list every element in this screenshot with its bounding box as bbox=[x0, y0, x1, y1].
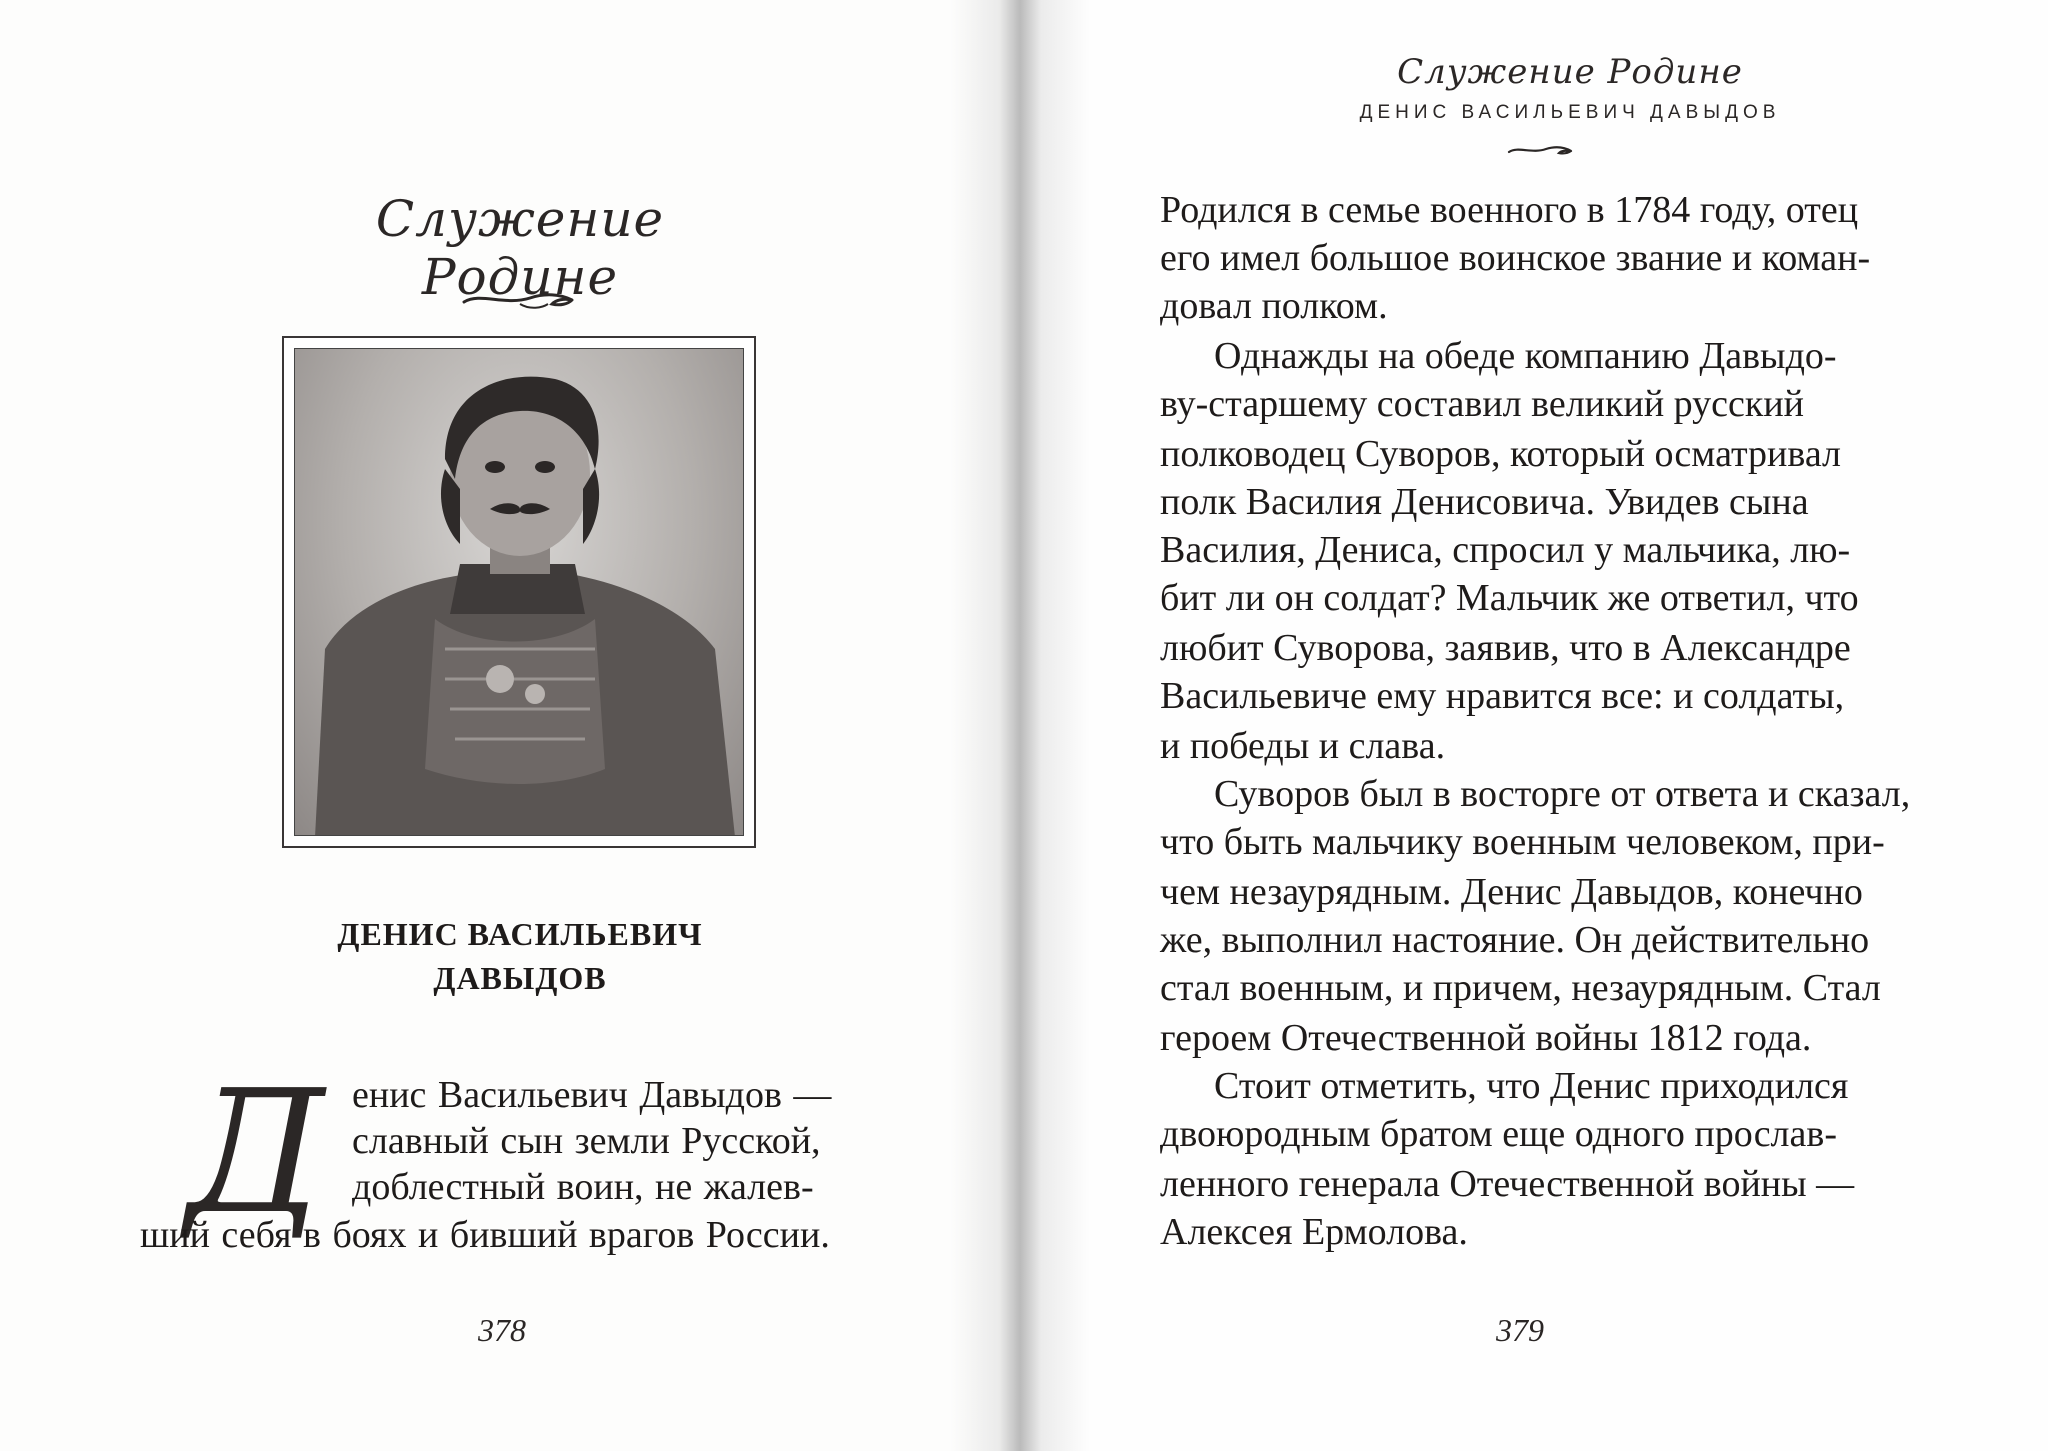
body-line: его имел большое воинское звание и коман- bbox=[1160, 237, 1871, 279]
body-line: полк Василия Денисовича. Увидев сына bbox=[1160, 481, 1809, 523]
body-line: что быть мальчику военным человеком, при- bbox=[1160, 821, 1885, 863]
body-line: Суворов был в восторге от ответа и сказал, bbox=[1214, 773, 1911, 815]
intro-line: ший себя в боях и бивший врагов России. bbox=[140, 1214, 830, 1256]
page-number-right: 379 bbox=[1496, 1312, 1544, 1348]
page-number-left: 378 bbox=[478, 1312, 526, 1348]
body-line: Васильевиче ему нравится все: и солдаты, bbox=[1160, 675, 1845, 717]
body-line: же, выполнил настояние. Он действительно bbox=[1160, 919, 1870, 961]
intro-line: енис Васильевич Давыдов — bbox=[352, 1074, 832, 1116]
body-line: Василия, Дениса, спросил у мальчика, лю- bbox=[1160, 529, 1851, 571]
portrait-frame bbox=[282, 336, 756, 848]
body-line: героем Отечественной войны 1812 года. bbox=[1160, 1017, 1812, 1059]
drop-cap: Д bbox=[186, 1054, 325, 1252]
right-page bbox=[1010, 0, 2048, 1451]
running-subtitle: ДЕНИС ВАСИЛЬЕВИЧ ДАВЫДОВ bbox=[1359, 102, 1781, 123]
intro-line: славный сын земли Русской, bbox=[352, 1120, 821, 1162]
body-line: любит Суворова, заявив, что в Александре bbox=[1160, 627, 1851, 669]
person-name-line2: ДАВЫДОВ bbox=[433, 960, 607, 996]
portrait-engraving-icon bbox=[294, 348, 744, 836]
body-line: чем незаурядным. Денис Давыдов, конечно bbox=[1160, 871, 1863, 913]
body-line: ленного генерала Отечественной войны — bbox=[1160, 1163, 1855, 1205]
body-line: и победы и слава. bbox=[1160, 725, 1446, 767]
body-line: Однажды на обеде компанию Давыдо- bbox=[1214, 335, 1837, 377]
flourish-ornament-icon bbox=[1506, 140, 1576, 160]
intro-line: доблестный воин, не жалев- bbox=[352, 1166, 814, 1208]
body-line: Родился в семье военного в 1784 году, отец bbox=[1160, 189, 1859, 231]
body-line: довал полком. bbox=[1160, 285, 1388, 327]
body-line: двоюродным братом еще одного прослав- bbox=[1160, 1113, 1837, 1155]
body-line: полководец Суворов, который осматривал bbox=[1160, 433, 1841, 475]
body-line: Стоит отметить, что Денис приходился bbox=[1214, 1065, 1849, 1107]
left-page bbox=[0, 0, 1010, 1451]
body-line: ву-старшему составил великий русский bbox=[1160, 383, 1805, 425]
person-name-line1: ДЕНИС ВАСИЛЬЕВИЧ bbox=[337, 916, 703, 952]
person-name bbox=[280, 912, 760, 1000]
body-line: Алексея Ермолова. bbox=[1160, 1211, 1468, 1253]
running-title: Служение Родине bbox=[1397, 52, 1743, 92]
section-title: Служение Родине bbox=[375, 190, 665, 306]
body-line: стал военным, и причем, незаурядным. Стал bbox=[1160, 967, 1881, 1009]
flourish-ornament-icon bbox=[460, 284, 580, 314]
body-line: бит ли он солдат? Мальчик же ответил, что bbox=[1160, 577, 1859, 619]
